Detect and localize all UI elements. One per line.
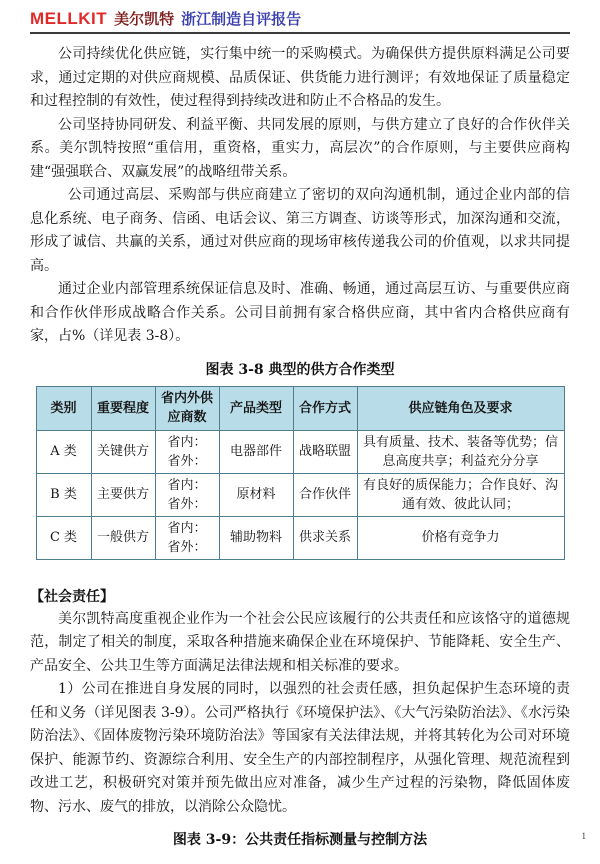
paragraph-cooperation-principle: 公司坚持协同研发、利益平衡、共同发展的原则，与供方建立了良好的合作伙伴关系。美尔凯特按照“重信用，重资格，重实力，高层次”的合作原则，与主要供应商构建“强强联合、双赢发展”的战略纽带关系。 [30, 116, 570, 180]
cell-category: A 类 [36, 430, 91, 473]
company-name: 美尔凯特 [114, 10, 175, 28]
count-out-province: 省外： [167, 539, 207, 555]
document-header [30, 8, 570, 34]
table-header-row [36, 386, 564, 430]
table-row-a [36, 430, 564, 473]
paragraph-supply-chain: 公司持续优化供应链，实行集中统一的采购模式。为确保供方提供原料满足公司要求，通过定期的对供应商规模、品质保证、供货能力进行测评；有效地保证了质量稳定和过程控制的有效性，使过程得到持续改进和防止不合格品的发生。 [30, 46, 570, 109]
cell-importance: 关键供方 [91, 430, 155, 473]
col-header-supplier-count: 省内外供应商数 [155, 386, 219, 430]
col-header-category: 类别 [36, 386, 91, 430]
paragraph-supplier-stats: 通过企业内部管理系统保证信息及时、准确、畅通，通过高层互访、与重要供应商和合作伙伴形成战略合作关系。公司目前拥有家合格供应商，其中省内合格供应商有家，占%（详见表 3-8）。 [30, 281, 570, 344]
cell-role-requirements: 价格有竞争力 [357, 516, 564, 559]
section-heading-social-responsibility: 【社会责任】 [30, 588, 114, 605]
table-caption-3-9: 图表 3-9：公共责任指标测量与控制方法 [172, 832, 428, 848]
table-row-c [36, 516, 564, 559]
table-caption-3-8: 图表 3-8 典型的供方合作类型 [205, 361, 395, 378]
cell-role-requirements: 有良好的质保能力；合作良好、沟通有效、彼此认同； [357, 473, 564, 516]
company-logo: MELLKIT [30, 9, 108, 28]
cell-importance: 一般供方 [91, 516, 155, 559]
col-header-importance: 重要程度 [91, 386, 155, 430]
col-header-cooperation-mode: 合作方式 [293, 386, 357, 430]
cell-supplier-count [155, 473, 219, 516]
paragraph-social-responsibility-intro: 美尔凯特高度重视企业作为一个社会公民应该履行的公共责任和应该恪守的道德规范，制定了相关的制度，采取各种措施来确保企业在环境保护、节能降耗、安全生产、产品安全、公共卫生等方面满足法律法规和相关标准的要求。 [30, 610, 570, 674]
cell-cooperation-mode: 供求关系 [293, 516, 357, 559]
cell-category: B 类 [36, 473, 91, 516]
cell-product-type: 辅助物料 [219, 516, 293, 559]
paragraph-environment-protection: 1）公司在推进自身发展的同时，以强烈的社会责任感，担负起保护生态环境的责任和义务（详见图表 3-9）。公司严格执行《环境保护法》、《大气污染防治法》、《水污染防治法》、《固体废物污染环境防治法》等国家有关法律法规，并将其转化为公司对环境保护、能源节约、资源综合利用、安全生产的内部控制程序，从强化管理、规范流程到改进工艺，积极研究对策并预先做出应对准备，减少生产过程的污染物，降低固体废物、污水、废气的排放，以消除公众隐忧。 [30, 681, 570, 815]
cell-cooperation-mode: 合作伙伴 [293, 473, 357, 516]
cell-cooperation-mode: 战略联盟 [293, 430, 357, 473]
cell-product-type: 原材料 [219, 473, 293, 516]
supplier-cooperation-table [36, 386, 565, 560]
cell-category: C 类 [36, 516, 91, 559]
count-in-province: 省内： [167, 477, 207, 493]
paragraph-communication: 公司通过高层、采购部与供应商建立了密切的双向沟通机制，通过企业内部的信息化系统、电子商务、信函、电话会议、第三方调查、访谈等形式，加深沟通和交流，形成了诚信、共赢的关系，通过对供应商的现场审核传递我公司的价值观，以求共同提高。 [30, 187, 570, 274]
document-title: 浙江制造自评报告 [181, 10, 302, 28]
col-header-role-requirements: 供应链角色及要求 [357, 386, 564, 430]
count-in-province: 省内： [167, 434, 207, 450]
cell-role-requirements: 具有质量、技术、装备等优势；信息高度共享；利益充分分享 [357, 430, 564, 473]
col-header-product-type: 产品类型 [219, 386, 293, 430]
count-out-province: 省外： [167, 453, 207, 469]
count-in-province: 省内： [167, 520, 207, 536]
cell-product-type: 电器部件 [219, 430, 293, 473]
cell-supplier-count [155, 516, 219, 559]
cell-importance: 主要供方 [91, 473, 155, 516]
table-row-b [36, 473, 564, 516]
cell-supplier-count [155, 430, 219, 473]
page-number: 1 [581, 831, 586, 841]
count-out-province: 省外： [167, 496, 207, 512]
